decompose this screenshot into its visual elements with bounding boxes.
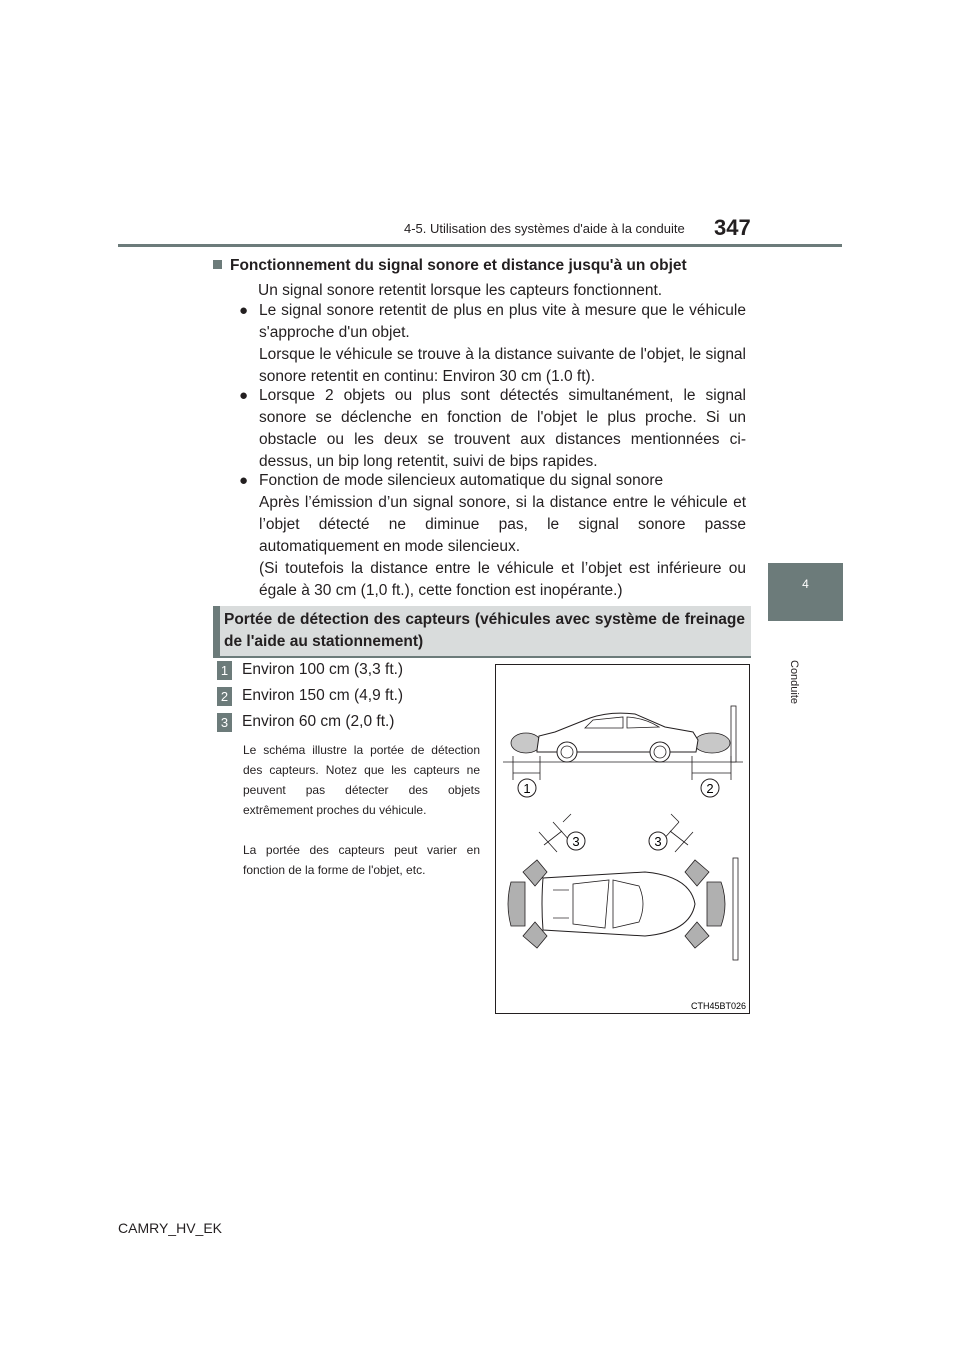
note-paragraph: Le schéma illustre la portée de détection des capteurs. Notez que les capteurs ne peuvent pas détecter des objets extrêmement proches du véhicule. [243,743,480,817]
chapter-number: 4 [802,577,809,591]
square-bullet-icon [213,260,222,269]
range-item [217,687,487,706]
section-title [213,257,753,275]
subsection-header [213,606,751,658]
item-text: Environ 150 cm (4,9 ft.) [242,687,404,704]
sensor-diagram [495,664,750,1014]
item-number-badge: 3 [217,713,232,732]
bullet-text: Lorsque le véhicule se trouve à la distance suivante de l'objet, le signal sonore retentit en continu: Environ 30 cm (1.0 ft). [259,346,746,385]
range-item [217,661,487,680]
note-paragraph: La portée des capteurs peut varier en fonction de la forme de l'objet, etc. [243,843,480,877]
callout-label: 2 [706,781,714,796]
figure-code: CTH45BT026 [690,1001,746,1011]
bullet-text: Lorsque 2 objets ou plus sont détectés simultanément, le signal sonore se déclenche en fonction de l'objet le plus proche. Si un obstacle ou les deux se trouvent aux distances mentionnées ci-dessus, un bip long retentit, suivi de bips rapides. [259,387,746,470]
header-rule [118,244,842,247]
bullet-dot-icon: ● [239,387,249,404]
range-item [217,713,487,732]
header-accent-bar [213,606,220,658]
bullet-text: (Si toutefois la distance entre le véhicule et l’objet est inférieure ou égale à 30 cm (1,0 ft.), cette fonction est inopérante.) [259,560,746,599]
bullet-text: Le signal sonore retentit de plus en plus vite à mesure que le véhicule s'approche d'un objet. [259,302,746,341]
intro-paragraph: Un signal sonore retentit lorsque les capteurs fonctionnent. [258,282,663,299]
page-number: 347 [714,215,751,240]
bullet-text: Fonction de mode silencieux automatique du signal sonore [259,472,664,489]
sensor-range-figure [495,664,750,1014]
bullet-text: Après l’émission d’un signal sonore, si la distance entre le véhicule et l’objet détecté ne diminue pas, le signal sonore passe automatiquement en mode silencieux. [259,494,746,555]
subsection-title: Portée de détection des capteurs (véhicules avec système de freinage de l'aide au stationnement) [224,611,745,650]
section-title-text: Fonctionnement du signal sonore et distance jusqu'à un objet [230,257,687,274]
item-number-badge: 1 [217,661,232,680]
callout-label: 1 [523,781,531,796]
footer-model: CAMRY_HV_EK [118,1220,223,1236]
bullet-dot-icon: ● [239,302,249,319]
callout-label: 3 [654,834,662,849]
chapter-label: Conduite [788,660,800,705]
bullet-item [239,385,746,473]
item-number-badge: 2 [217,687,232,706]
running-header: 4-5. Utilisation des systèmes d'aide à la conduite [404,221,685,236]
callout-label: 3 [572,834,580,849]
item-text: Environ 60 cm (2,0 ft.) [242,713,395,730]
bullet-item [239,470,746,602]
chapter-tab [768,563,843,621]
item-text: Environ 100 cm (3,3 ft.) [242,661,404,678]
bullet-dot-icon: ● [239,472,249,489]
bullet-item [239,300,746,388]
